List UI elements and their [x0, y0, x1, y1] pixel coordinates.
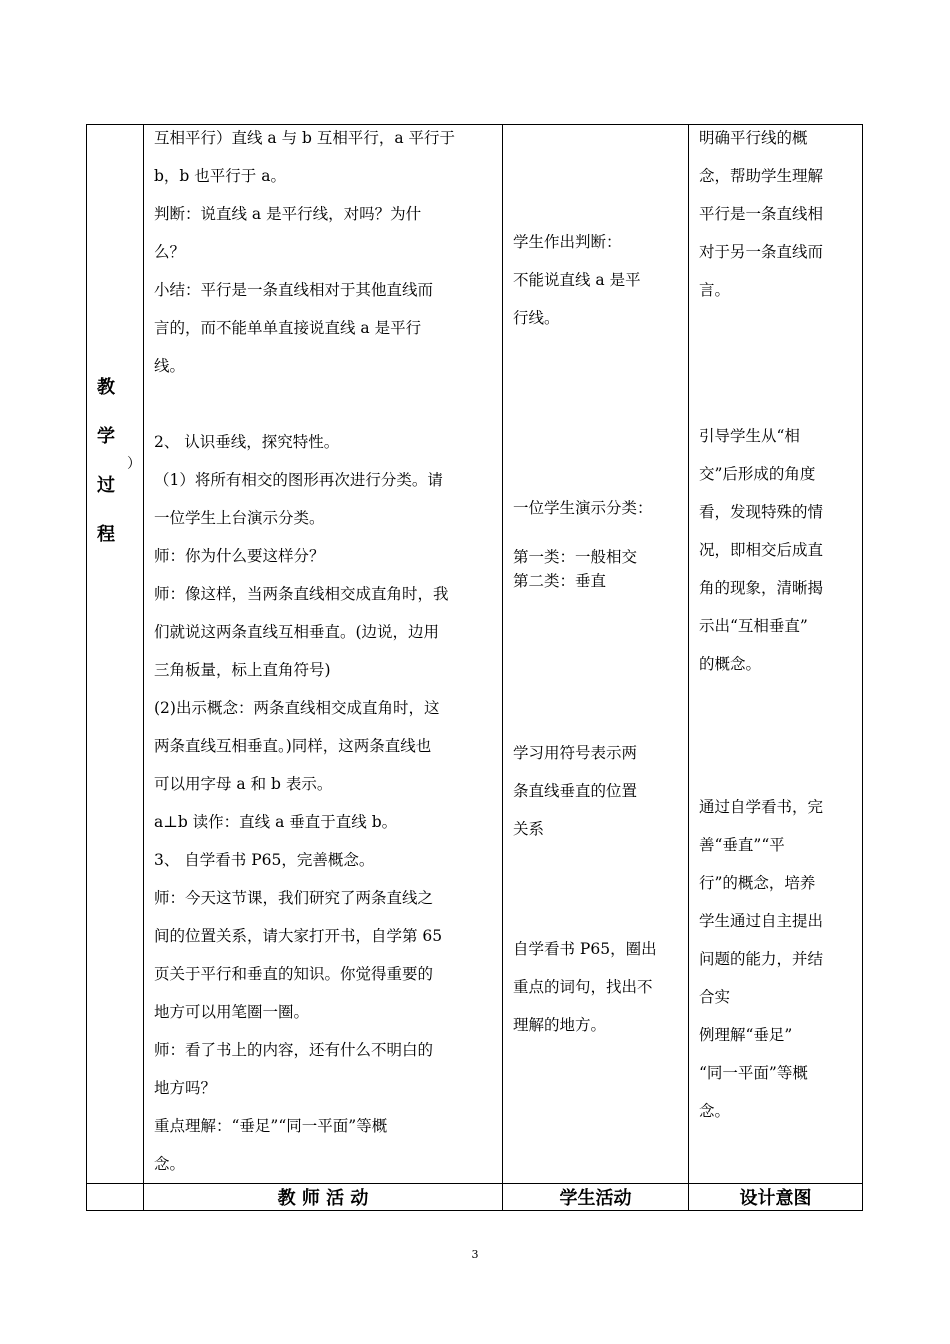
teacher-lines [144, 119, 502, 1183]
teacher-line: 判断：说直线 a 是平行线，对吗？为什 [154, 205, 422, 223]
design-block-2 [699, 417, 854, 683]
footer-student-header: 学生活动 [503, 1184, 689, 1211]
phase-paren: ） [127, 456, 141, 472]
student-line: 重点的词句，找出不 [513, 978, 653, 996]
design-line: 明确平行线的概 [699, 129, 808, 147]
design-block-1 [699, 119, 854, 309]
student-block-2 [513, 489, 680, 527]
design-line: 言。 [699, 281, 731, 299]
design-line: 念，帮助学生理解 [699, 167, 824, 185]
student-line: 不能说直线 a 是平 [513, 271, 641, 289]
design-line: 看，发现特殊的情 [699, 503, 824, 521]
design-intent-cell [689, 125, 863, 1184]
design-line: 况，即相交后成直 [699, 541, 824, 559]
design-line: 念。 [699, 1102, 731, 1120]
design-line: 对于另一条直线而 [699, 243, 824, 261]
teacher-line: 可以用字母 a 和 b 表示。 [154, 775, 333, 793]
student-line: 条直线垂直的位置 [513, 782, 638, 800]
design-line: 平行是一条直线相 [699, 205, 824, 223]
teacher-line: 们就说这两条直线互相垂直。(边说，边用 [154, 623, 440, 641]
student-line: 一位学生演示分类： [513, 499, 653, 517]
teacher-line: 小结：平行是一条直线相对于其他直线而 [154, 281, 434, 299]
teacher-line: (2)出示概念：两条直线相交成直角时，这 [154, 699, 440, 717]
design-line: 交”后形成的角度 [699, 465, 816, 483]
student-line: 自学看书 P65，圈出 [513, 940, 657, 958]
page-number: 3 [471, 1248, 479, 1261]
design-line: 通过自学看书，完 [699, 798, 824, 816]
teacher-line: b，b 也平行于 a。 [154, 167, 286, 185]
footer-empty-cell [87, 1184, 144, 1211]
student-activity-cell [503, 125, 689, 1184]
design-line: 善“垂直”“平 [699, 836, 785, 854]
teacher-line: 互相平行）直线 a 与 b 互相平行，a 平行于 [154, 129, 456, 147]
teacher-line: 地方吗？ [154, 1079, 217, 1097]
design-line: 引导学生从“相 [699, 427, 800, 445]
student-block-5 [513, 930, 680, 1044]
teacher-line: 念。 [154, 1155, 186, 1173]
teacher-line: 么？ [154, 243, 186, 261]
teacher-line: 两条直线互相垂直。)同样，这两条直线也 [154, 737, 432, 755]
footer-teacher-header: 教 师 活 动 [144, 1184, 503, 1211]
teacher-line [154, 385, 494, 423]
phase-char: 教 [97, 377, 115, 398]
student-line: 学习用符号表示两 [513, 744, 638, 762]
student-line: 行线。 [513, 309, 560, 327]
teacher-line: 一位学生上台演示分类。 [154, 509, 325, 527]
design-block-3 [699, 788, 854, 1130]
teacher-line: 三角板量，标上直角符号) [154, 661, 331, 679]
teacher-line: 页关于平行和垂直的知识。你觉得重要的 [154, 965, 434, 983]
student-line: 第二类：垂直 [513, 572, 607, 590]
design-line: 合实 [699, 988, 731, 1006]
phase-char: 学 [97, 426, 115, 447]
student-line: 理解的地方。 [513, 1016, 607, 1034]
footer-design-header: 设计意图 [689, 1184, 863, 1211]
teacher-line: （1）将所有相交的图形再次进行分类。请 [154, 471, 443, 489]
phase-char: 程 [97, 524, 115, 545]
teacher-line: 师：像这样，当两条直线相交成直角时，我 [154, 585, 449, 603]
teacher-activity-cell [144, 125, 503, 1184]
design-line: 问题的能力，并结 [699, 950, 824, 968]
teacher-line: 线。 [154, 357, 186, 375]
design-line: 的概念。 [699, 655, 762, 673]
teacher-line: 2、 认识垂线，探究特性。 [154, 433, 340, 451]
student-line: 学生作出判断： [513, 233, 622, 251]
teacher-line: 3、 自学看书 P65，完善概念。 [154, 851, 375, 869]
design-line: 学生通过自主提出 [699, 912, 824, 930]
teacher-line: 重点理解：“垂足”“同一平面”等概 [154, 1117, 388, 1135]
design-line: 行”的概念，培养 [699, 874, 816, 892]
student-line: 第一类：一般相交 [513, 548, 638, 566]
phase-cell [87, 125, 144, 1184]
teacher-line: 师：看了书上的内容，还有什么不明白的 [154, 1041, 434, 1059]
teacher-line: 师：今天这节课，我们研究了两条直线之 [154, 889, 434, 907]
student-block-4 [513, 734, 680, 848]
design-line: 角的现象，清晰揭 [699, 579, 824, 597]
design-line: 例理解“垂足” [699, 1026, 793, 1044]
teacher-line: 地方可以用笔圈一圈。 [154, 1003, 310, 1021]
student-line: 关系 [513, 820, 545, 838]
phase-char: 过 [97, 475, 115, 496]
lesson-table [86, 124, 863, 1211]
student-block-1 [513, 223, 680, 337]
teacher-line: 言的，而不能单单直接说直线 a 是平行 [154, 319, 422, 337]
design-line: “同一平面”等概 [699, 1064, 808, 1082]
design-line: 示出“互相垂直” [699, 617, 808, 635]
teacher-line: 间的位置关系，请大家打开书，自学第 65 [154, 927, 443, 945]
teacher-line: 师：你为什么要这样分？ [154, 547, 325, 565]
teacher-line: a⊥b 读作：直线 a 垂直于直线 b。 [154, 813, 398, 831]
student-block-3 [513, 545, 680, 593]
